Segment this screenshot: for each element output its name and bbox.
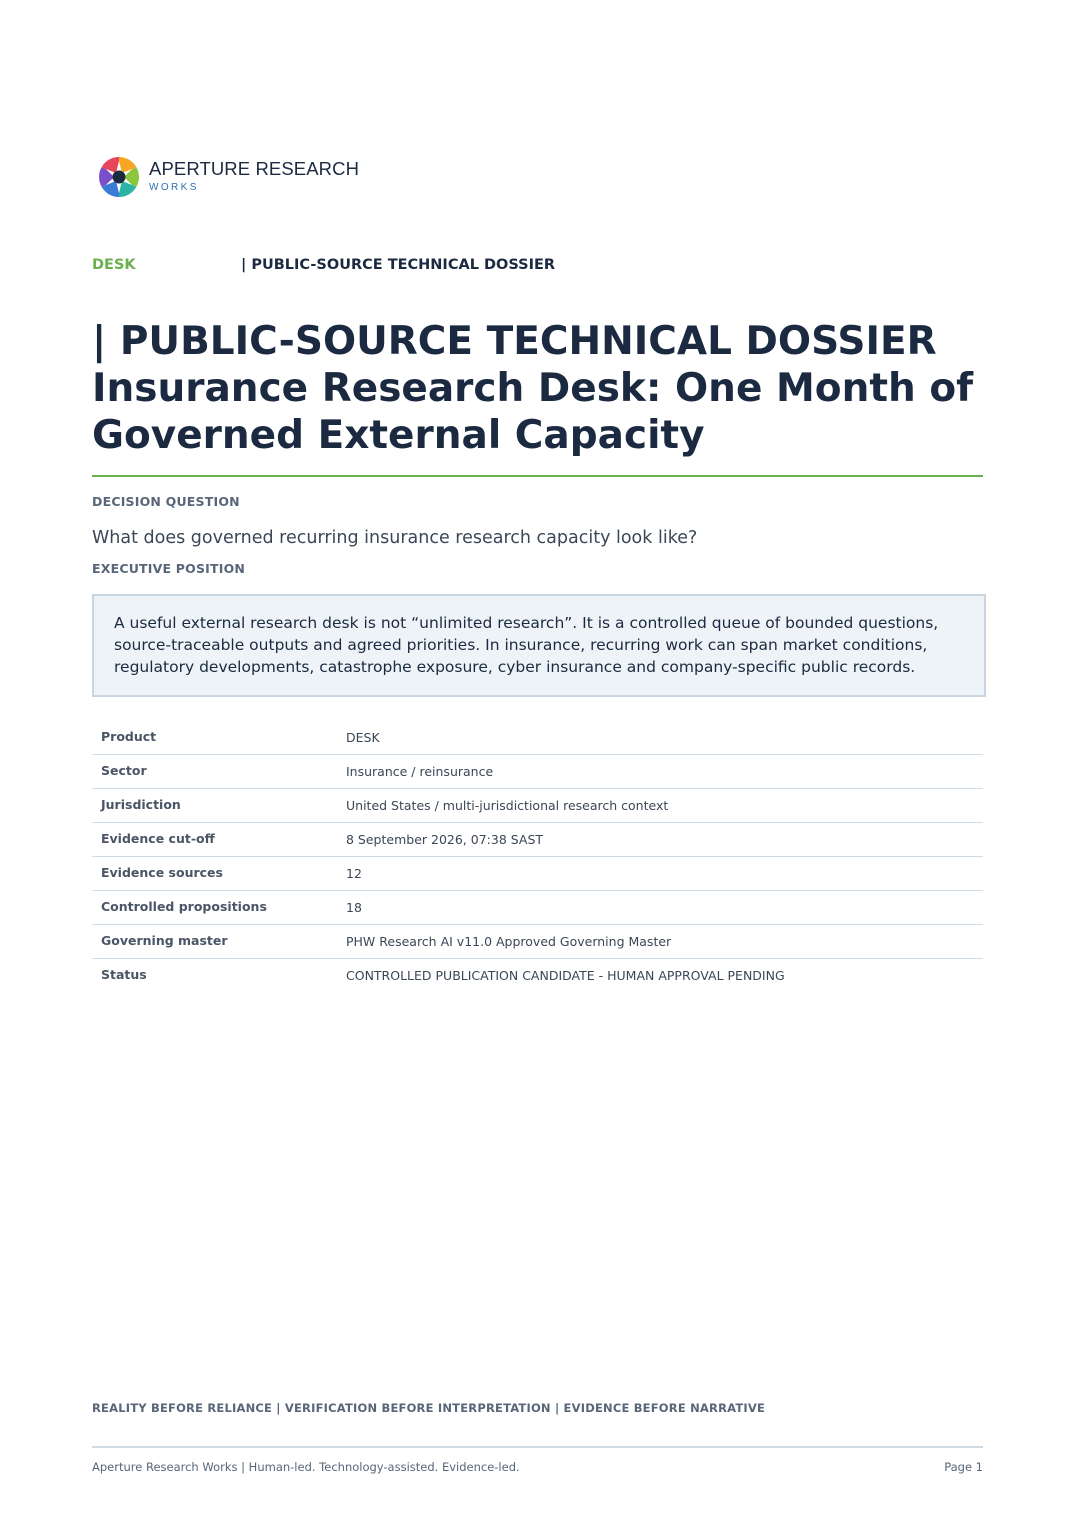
metadata-key: Jurisdiction	[101, 797, 181, 812]
metadata-table	[92, 721, 983, 992]
metadata-value: 18	[346, 900, 362, 915]
brand-logo	[98, 156, 359, 198]
title-line-2: Insurance Research Desk: One Month of	[92, 366, 974, 411]
metadata-value: 12	[346, 866, 362, 881]
aperture-logo-icon	[98, 156, 140, 198]
executive-position-label: EXECUTIVE POSITION	[92, 561, 246, 576]
metadata-key: Controlled propositions	[101, 899, 267, 914]
kicker-type: | PUBLIC-SOURCE TECHNICAL DOSSIER	[241, 257, 556, 273]
brand-subtitle: WORKS	[149, 182, 199, 193]
metadata-row	[92, 959, 983, 992]
footer-tagline: Aperture Research Works | Human-led. Technology-assisted. Evidence-led.	[92, 1460, 520, 1474]
footer-motto: REALITY BEFORE RELIANCE | VERIFICATION BEFORE INTERPRETATION | EVIDENCE BEFORE NARRATIVE	[92, 1401, 766, 1415]
executive-position-text: A useful external research desk is not “unlimited research”. It is a controlled queue of bounded questions, source-traceable outputs and agreed priorities. In insurance, recurring work can span market conditions, regulatory developments, catastrophe exposure, cyber insurance and company-specific public records.	[114, 614, 939, 676]
decision-question-text: What does governed recurring insurance research capacity look like?	[92, 528, 698, 548]
metadata-key: Product	[101, 729, 157, 744]
metadata-key: Evidence cut-off	[101, 831, 215, 846]
metadata-value: United States / multi-jurisdictional research context	[346, 798, 669, 813]
brand-name: APERTURE RESEARCH	[149, 158, 360, 179]
metadata-row	[92, 925, 983, 959]
metadata-value: 8 September 2026, 07:38 SAST	[346, 832, 544, 847]
page-number: Page 1	[944, 1460, 983, 1474]
metadata-value: PHW Research AI v11.0 Approved Governing Master	[346, 934, 672, 949]
page-title	[92, 318, 992, 459]
kicker-product: DESK	[92, 257, 136, 273]
metadata-key: Sector	[101, 763, 147, 778]
title-divider	[92, 475, 983, 477]
metadata-row	[92, 721, 983, 755]
metadata-row	[92, 857, 983, 891]
metadata-row	[92, 823, 983, 857]
metadata-row	[92, 755, 983, 789]
document-kicker	[92, 257, 556, 273]
footer-divider	[92, 1446, 983, 1448]
metadata-row	[92, 789, 983, 823]
metadata-row	[92, 891, 983, 925]
title-line-3: Governed External Capacity	[92, 413, 705, 458]
metadata-key: Status	[101, 967, 147, 982]
executive-position-box	[92, 594, 986, 697]
title-line-1: | PUBLIC-SOURCE TECHNICAL DOSSIER	[92, 319, 937, 364]
metadata-value: DESK	[346, 730, 380, 745]
metadata-value: CONTROLLED PUBLICATION CANDIDATE - HUMAN APPROVAL PENDING	[346, 968, 785, 983]
metadata-key: Governing master	[101, 933, 228, 948]
decision-question-label: DECISION QUESTION	[92, 494, 240, 509]
metadata-value: Insurance / reinsurance	[346, 764, 494, 779]
metadata-key: Evidence sources	[101, 865, 223, 880]
